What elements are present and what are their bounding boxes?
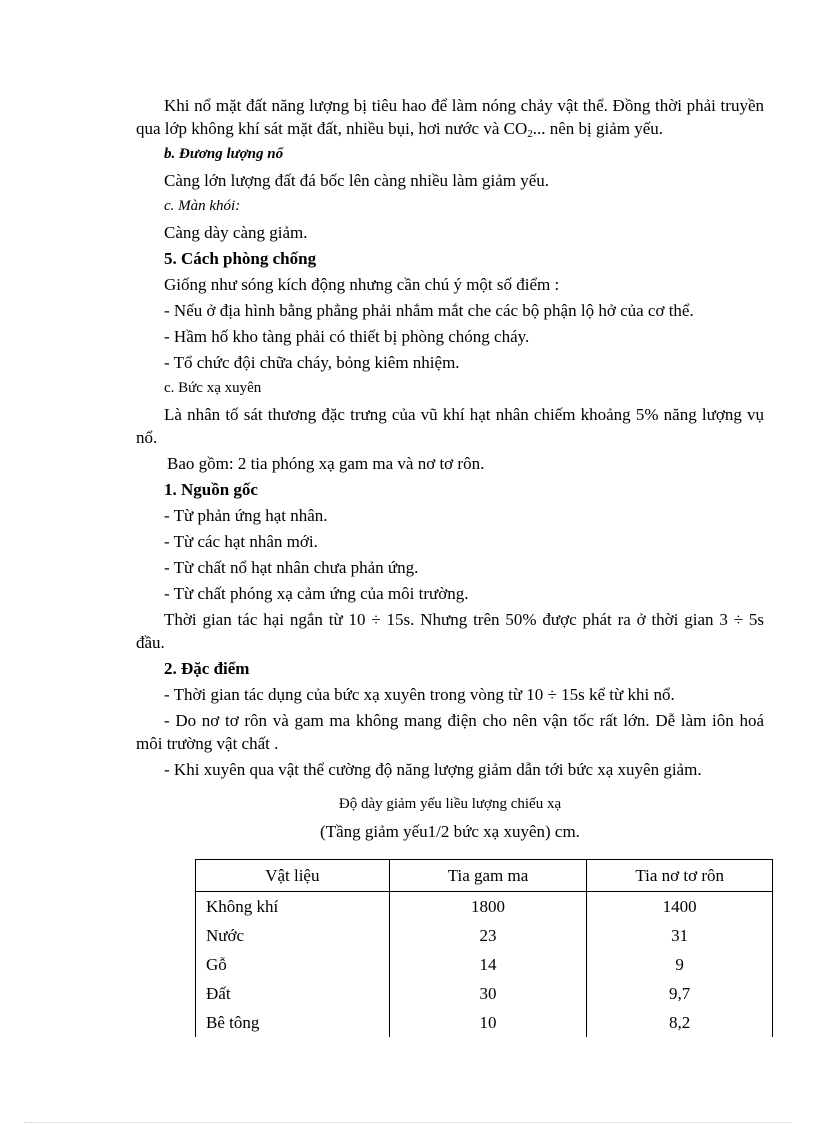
table-caption-subtitle: (Tầng giảm yếu1/2 bức xạ xuyên) cm.: [320, 822, 580, 841]
list-item-nguon-goc-1: - Từ phản ứng hạt nhân.: [164, 506, 328, 525]
cell-material: Bê tông: [196, 1008, 390, 1037]
co2-subscript: 2: [527, 128, 533, 140]
paragraph-cach-phong-chong: Giống như sóng kích động nhưng cần chú ý một số điểm :: [164, 275, 560, 294]
list-item-phong-chong-3: - Tổ chức đội chữa cháy, bỏng kiêm nhiệm.: [164, 353, 460, 372]
cell-material: Không khí: [196, 892, 390, 922]
heading-dac-diem: 2. Đặc điểm: [164, 659, 250, 678]
list-item-dac-diem-1: - Thời gian tác dụng của bức xạ xuyên trong vòng từ 10 ÷ 15s kể từ khi nổ.: [164, 685, 675, 704]
table-row: [196, 1008, 773, 1037]
cell-gamma: 10: [389, 1008, 587, 1037]
cell-gamma: 14: [389, 950, 587, 979]
cell-neutron: 9: [587, 950, 773, 979]
list-item-phong-chong-2: - Hầm hố kho tàng phải có thiết bị phòng chóng cháy.: [164, 327, 530, 346]
cell-neutron: 9,7: [587, 979, 773, 1008]
table-row: [196, 892, 773, 922]
paragraph-duong-luong-no: Càng lớn lượng đất đá bốc lên càng nhiều làm giảm yếu.: [164, 171, 550, 190]
cell-material: Đất: [196, 979, 390, 1008]
header-material: Vật liệu: [196, 860, 390, 892]
cell-gamma: 30: [389, 979, 587, 1008]
table-row: [196, 979, 773, 1008]
table-row: [196, 921, 773, 950]
list-item-nguon-goc-3: - Từ chất nổ hạt nhân chưa phản ứng.: [164, 558, 419, 577]
list-item-dac-diem-2: - Do nơ tơ rôn và gam ma không mang điện cho nên vận tốc rất lớn. Dễ làm iôn hoá môi trường vật chất .: [136, 711, 764, 753]
heading-nguon-goc: 1. Nguồn gốc: [164, 480, 258, 499]
cell-gamma: 23: [389, 921, 587, 950]
header-neutron: Tia nơ tơ rôn: [587, 860, 773, 892]
heading-duong-luong-no: b. Đương lượng nổ: [164, 146, 284, 162]
paragraph-bao-gom: Bao gồm: 2 tia phóng xạ gam ma và nơ tơ rôn.: [167, 454, 485, 473]
list-item-nguon-goc-4: - Từ chất phóng xạ cảm ứng của môi trường.: [164, 584, 469, 603]
list-item-dac-diem-3: - Khi xuyên qua vật thể cường độ năng lượng giảm dẫn tới bức xạ xuyên giảm.: [164, 760, 702, 779]
paragraph-buc-xa-xuyen: Là nhân tố sát thương đặc trưng của vũ khí hạt nhân chiếm khoảng 5% năng lượng vụ nổ.: [136, 405, 764, 447]
paragraph-man-khoi: Càng dày càng giảm.: [164, 223, 308, 242]
header-gamma: Tia gam ma: [389, 860, 587, 892]
table-caption-title: Độ dày giảm yếu liều lượng chiếu xạ: [338, 796, 562, 812]
table-header-row: [196, 860, 773, 892]
heading-man-khoi: c. Màn khói:: [164, 198, 241, 214]
paragraph-thoi-gian: Thời gian tác hại ngắn từ 10 ÷ 15s. Nhưng trên 50% được phát ra ở thời gian 3 ÷ 5s đầu.: [136, 610, 764, 652]
list-item-nguon-goc-2: - Từ các hạt nhân mới.: [164, 532, 318, 551]
cell-neutron: 1400: [587, 892, 773, 922]
heading-buc-xa-xuyen: c. Bức xạ xuyên: [164, 380, 262, 396]
table-row: [196, 950, 773, 979]
paragraph-energy-loss-tail: ... nên bị giảm yếu.: [532, 119, 664, 138]
cell-neutron: 8,2: [587, 1008, 773, 1037]
cell-gamma: 1800: [389, 892, 587, 922]
list-item-phong-chong-1: - Nếu ở địa hình bằng phẳng phải nhắm mắt che các bộ phận lộ hở của cơ thể.: [164, 301, 694, 320]
cell-material: Nước: [196, 921, 390, 950]
document-page: [136, 94, 764, 1032]
paragraph-energy-loss-text: Khi nổ mặt đất năng lượng bị tiêu hao để làm nóng chảy vật thể. Đồng thời phải truyền qua lớp không khí sát mặt đất, nhiều bụi, hơi nước và CO: [136, 96, 764, 138]
cell-material: Gỗ: [196, 950, 390, 979]
attenuation-table: [195, 859, 773, 1037]
paragraph-energy-loss: [136, 94, 764, 140]
heading-cach-phong-chong: 5. Cách phòng chống: [164, 249, 317, 268]
cell-neutron: 31: [587, 921, 773, 950]
